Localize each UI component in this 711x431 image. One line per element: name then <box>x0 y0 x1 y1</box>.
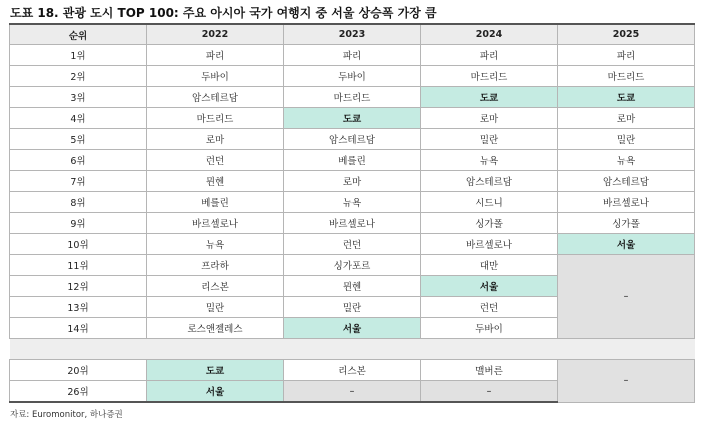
rank-cell: 7위 <box>10 171 147 192</box>
city-cell: 베를린 <box>284 150 421 171</box>
table-row <box>10 108 695 129</box>
city-cell: 밀란 <box>284 297 421 318</box>
empty-cell: – <box>421 381 558 403</box>
city-cell: 로마 <box>147 129 284 150</box>
merged-empty-cell: – <box>558 360 695 403</box>
highlighted-city-cell: 도쿄 <box>421 87 558 108</box>
rank-cell: 1위 <box>10 45 147 66</box>
city-cell: 두바이 <box>421 318 558 339</box>
city-cell: 마드리드 <box>558 66 695 87</box>
highlighted-city-cell: 서울 <box>421 276 558 297</box>
table-row <box>10 87 695 108</box>
city-cell: 맬버른 <box>421 360 558 381</box>
header-row <box>10 24 695 45</box>
city-cell: 뮌헨 <box>284 276 421 297</box>
city-cell: 파리 <box>421 45 558 66</box>
city-cell: 뮌헨 <box>147 171 284 192</box>
rank-cell: 20위 <box>10 360 147 381</box>
highlighted-city-cell: 도쿄 <box>558 87 695 108</box>
gap-cell <box>10 339 695 360</box>
table-title: 도표 18. 관광 도시 TOP 100: 주요 아시아 국가 여행지 중 서울 상승폭 가장 큼 <box>10 6 437 20</box>
city-cell: 프라하 <box>147 255 284 276</box>
city-cell: 뉴욕 <box>558 150 695 171</box>
city-cell: 시드니 <box>421 192 558 213</box>
city-cell: 싱가포르 <box>284 255 421 276</box>
rank-cell: 4위 <box>10 108 147 129</box>
table-row <box>10 192 695 213</box>
empty-cell: – <box>284 381 421 403</box>
highlighted-city-cell: 도쿄 <box>147 360 284 381</box>
city-cell: 두바이 <box>284 66 421 87</box>
ranking-table <box>9 23 695 403</box>
highlighted-city-cell: 서울 <box>284 318 421 339</box>
rank-cell: 2위 <box>10 66 147 87</box>
rank-cell: 8위 <box>10 192 147 213</box>
table-row <box>10 213 695 234</box>
rank-cell: 26위 <box>10 381 147 403</box>
highlighted-city-cell: 서울 <box>147 381 284 403</box>
city-cell: 로마 <box>284 171 421 192</box>
city-cell: 파리 <box>147 45 284 66</box>
rank-cell: 13위 <box>10 297 147 318</box>
city-cell: 바르셀로나 <box>421 234 558 255</box>
city-cell: 두바이 <box>147 66 284 87</box>
city-cell: 암스테르담 <box>421 171 558 192</box>
city-cell: 로스앤젤레스 <box>147 318 284 339</box>
city-cell: 싱가폴 <box>421 213 558 234</box>
city-cell: 대만 <box>421 255 558 276</box>
city-cell: 밀란 <box>558 129 695 150</box>
city-cell: 로마 <box>421 108 558 129</box>
gap-row <box>10 339 695 360</box>
city-cell: 런던 <box>147 150 284 171</box>
city-cell: 마드리드 <box>147 108 284 129</box>
rank-cell: 9위 <box>10 213 147 234</box>
city-cell: 파리 <box>558 45 695 66</box>
source-note: 자료: Euromonitor, 하나증권 <box>10 410 123 420</box>
table-row <box>10 66 695 87</box>
city-cell: 바르셀로나 <box>284 213 421 234</box>
city-cell: 뉴욕 <box>421 150 558 171</box>
city-cell: 바르셀로나 <box>147 213 284 234</box>
city-cell: 리스본 <box>147 276 284 297</box>
highlighted-city-cell: 도쿄 <box>284 108 421 129</box>
table-row <box>10 45 695 66</box>
rank-cell: 10위 <box>10 234 147 255</box>
header-2023: 2023 <box>284 24 421 45</box>
city-cell: 밀란 <box>421 129 558 150</box>
table-row <box>10 171 695 192</box>
header-2022: 2022 <box>147 24 284 45</box>
table-row <box>10 255 695 276</box>
header-rank: 순위 <box>10 24 147 45</box>
city-cell: 파리 <box>284 45 421 66</box>
city-cell: 마드리드 <box>284 87 421 108</box>
rank-cell: 6위 <box>10 150 147 171</box>
rank-cell: 14위 <box>10 318 147 339</box>
rank-cell: 5위 <box>10 129 147 150</box>
header-2024: 2024 <box>421 24 558 45</box>
highlighted-city-cell: 서울 <box>558 234 695 255</box>
rank-cell: 3위 <box>10 87 147 108</box>
city-cell: 암스테르담 <box>284 129 421 150</box>
table-row <box>10 234 695 255</box>
table-row <box>10 360 695 381</box>
header-2025: 2025 <box>558 24 695 45</box>
city-cell: 암스테르담 <box>558 171 695 192</box>
rank-cell: 12위 <box>10 276 147 297</box>
city-cell: 암스테르담 <box>147 87 284 108</box>
city-cell: 베를린 <box>147 192 284 213</box>
city-cell: 뉴욕 <box>284 192 421 213</box>
city-cell: 바르셀로나 <box>558 192 695 213</box>
rank-cell: 11위 <box>10 255 147 276</box>
table-row <box>10 150 695 171</box>
table-row <box>10 129 695 150</box>
city-cell: 리스본 <box>284 360 421 381</box>
city-cell: 밀란 <box>147 297 284 318</box>
merged-empty-cell: – <box>558 255 695 339</box>
city-cell: 런던 <box>421 297 558 318</box>
city-cell: 런던 <box>284 234 421 255</box>
city-cell: 로마 <box>558 108 695 129</box>
city-cell: 뉴욕 <box>147 234 284 255</box>
city-cell: 마드리드 <box>421 66 558 87</box>
city-cell: 싱가폴 <box>558 213 695 234</box>
